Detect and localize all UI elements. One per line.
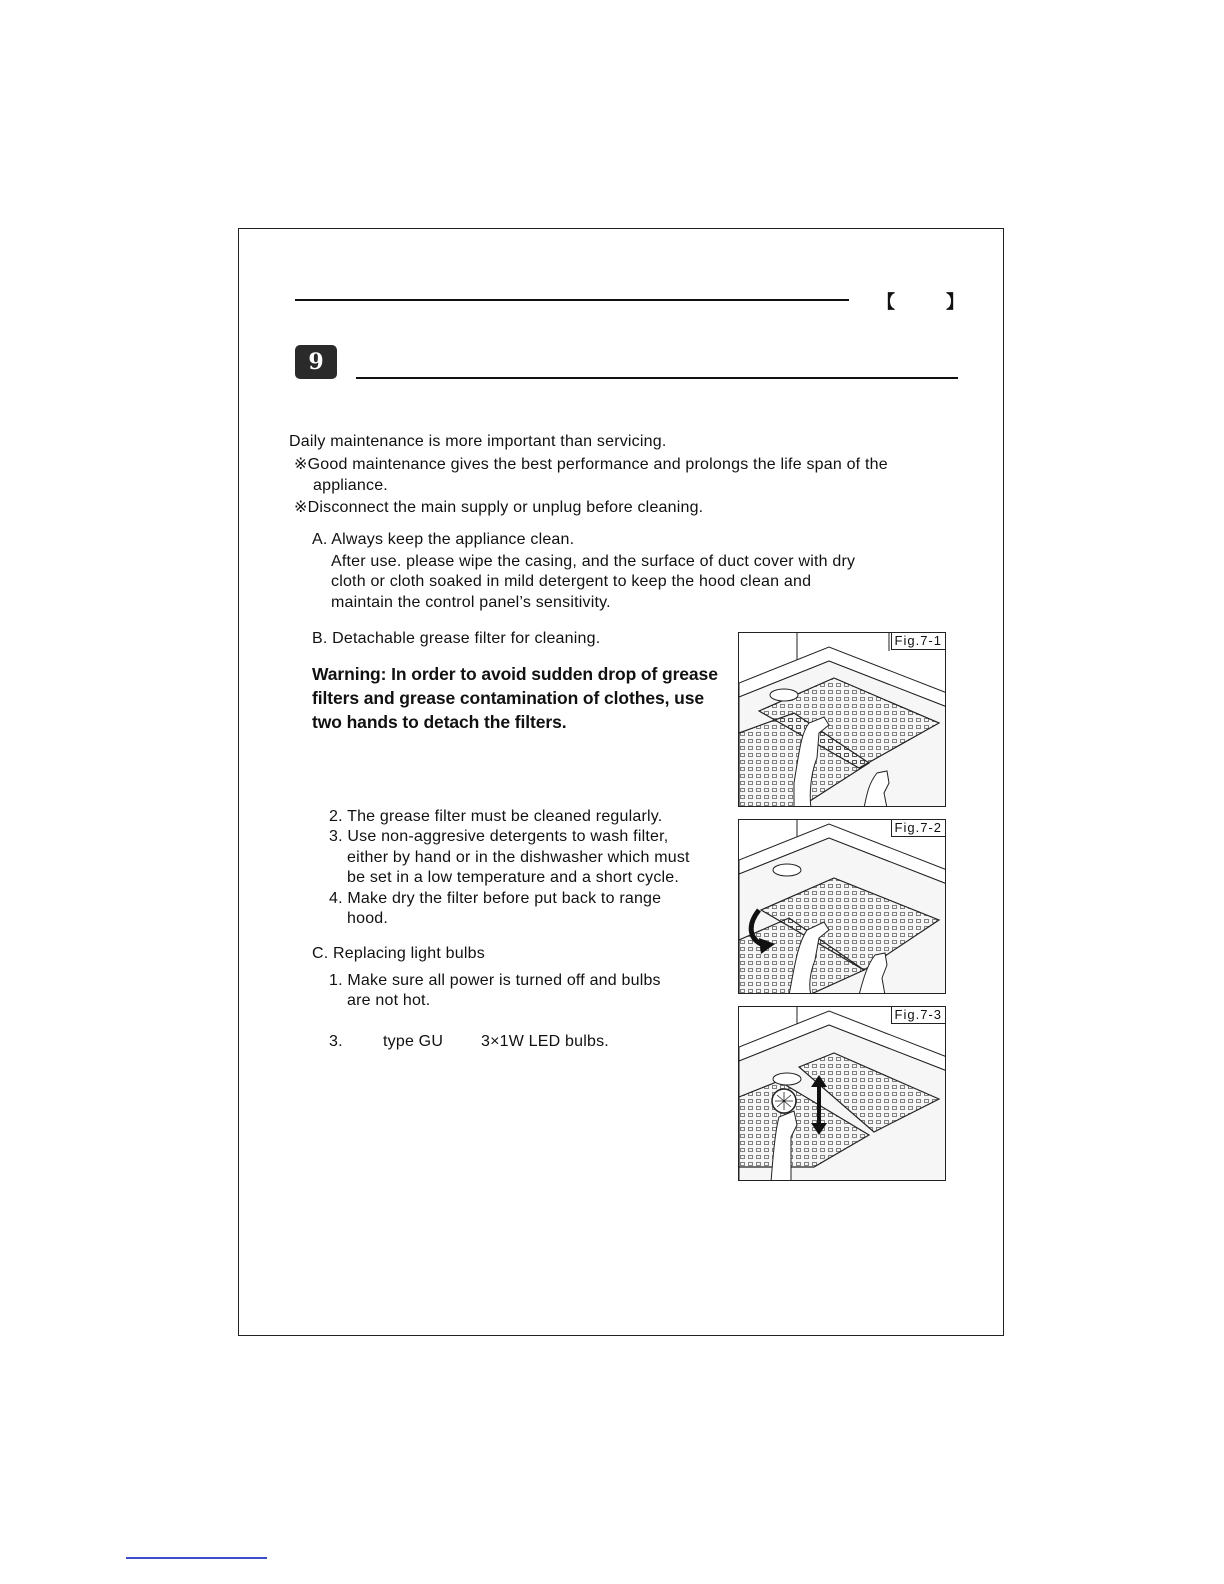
section-number-badge: 9: [295, 345, 337, 379]
part-c-step-number: 3.: [329, 1033, 343, 1050]
part-b-heading: B. Detachable grease filter for cleaning.: [312, 630, 601, 647]
part-c-heading: C. Replacing light bulbs: [312, 945, 485, 962]
intro-line: Daily maintenance is more important than servicing.: [289, 433, 667, 450]
part-a-heading: A. Always keep the appliance clean.: [312, 531, 575, 548]
range-hood-filter-illustration: [739, 633, 946, 807]
header-rule: [295, 299, 849, 301]
part-c-step-cont: are not hot.: [347, 992, 431, 1009]
figure-7-2: [738, 819, 946, 994]
header-bracket-right: 】: [946, 292, 964, 312]
part-c-step-type: type GU: [383, 1033, 444, 1050]
figure-label: Fig.7-2: [891, 820, 945, 837]
part-a-line: maintain the control panel’s sensitivity.: [331, 594, 611, 611]
part-b-step: 3. Use non-aggresive detergents to wash filter,: [329, 828, 669, 845]
warning-line: Warning: In order to avoid sudden drop of grease: [312, 664, 718, 684]
light-bulb-replacement-illustration: [739, 1007, 946, 1181]
range-hood-filter-removal-illustration: [739, 820, 946, 994]
figure-label: Fig.7-1: [891, 633, 945, 650]
section-rule: [356, 377, 958, 379]
part-b-step-cont: be set in a low temperature and a short cycle.: [347, 869, 680, 886]
warning-line: two hands to detach the filters.: [312, 712, 567, 732]
part-c-step: 1. Make sure all power is turned off and bulbs: [329, 972, 661, 989]
figure-7-1: [738, 632, 946, 807]
intro-note-2: ※Disconnect the main supply or unplug before cleaning.: [294, 499, 704, 516]
intro-note-1-cont: appliance.: [313, 477, 388, 494]
part-a-line: cloth or cloth soaked in mild detergent to keep the hood clean and: [331, 573, 812, 590]
warning-line: filters and grease contamination of clothes, use: [312, 688, 704, 708]
figure-label: Fig.7-3: [891, 1007, 945, 1024]
footer-link-underline[interactable]: [126, 1557, 267, 1559]
part-c-step-spec: 3×1W LED bulbs.: [481, 1033, 609, 1050]
part-b-step-cont: hood.: [347, 910, 389, 927]
part-b-step: 2. The grease filter must be cleaned regularly.: [329, 808, 663, 825]
header-bracket-left: 【: [877, 292, 895, 312]
part-b-step: 4. Make dry the filter before put back to range: [329, 890, 662, 907]
part-a-line: After use. please wipe the casing, and the surface of duct cover with dry: [331, 553, 856, 570]
intro-note-1: ※Good maintenance gives the best performance and prolongs the life span of the: [294, 456, 888, 473]
part-b-step-cont: either by hand or in the dishwasher which must: [347, 849, 690, 866]
figure-7-3: [738, 1006, 946, 1181]
